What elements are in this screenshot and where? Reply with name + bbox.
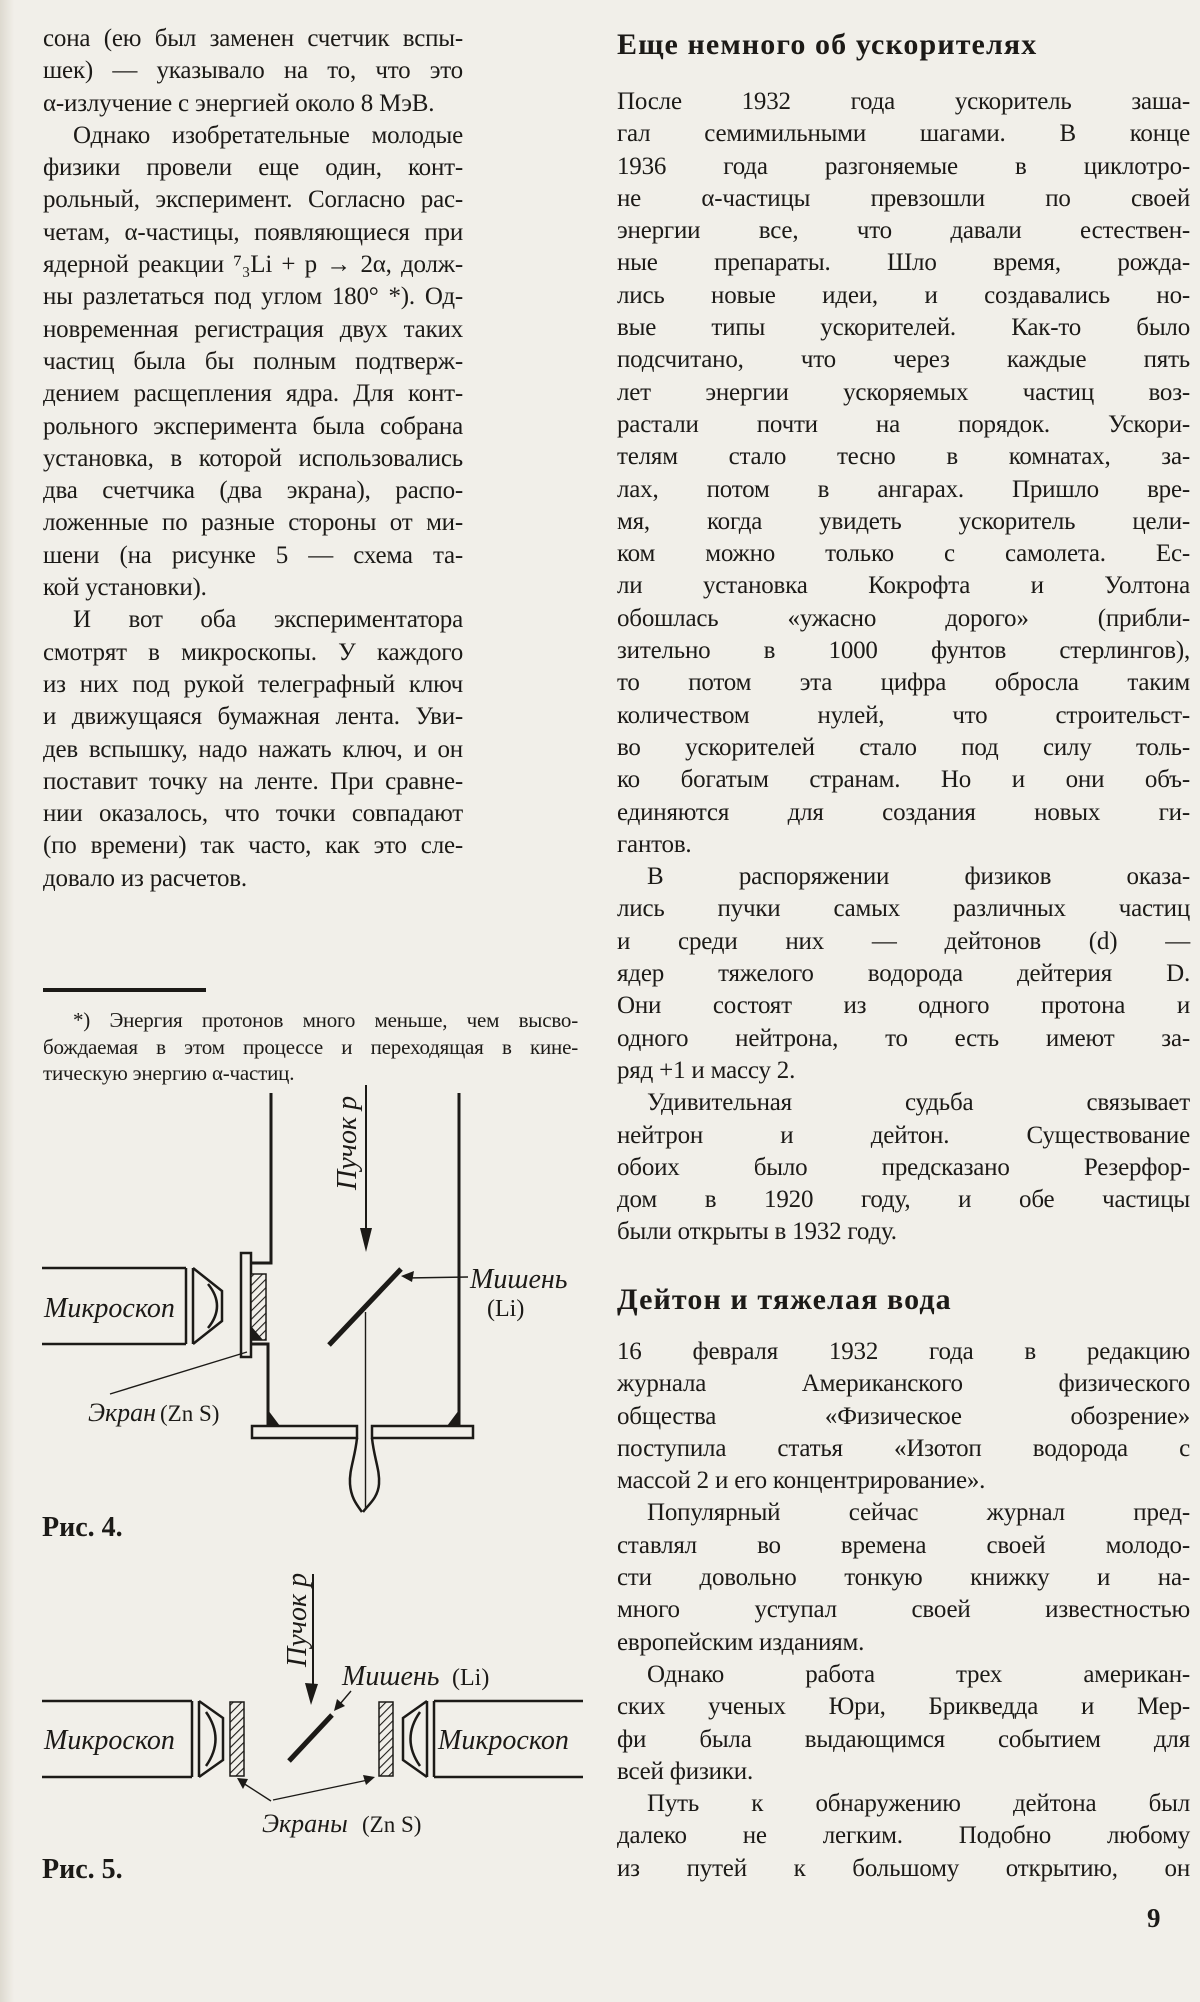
fig4-screen-frame (241, 1253, 251, 1357)
text-line: то потом эта цифра обросла таким (617, 669, 1190, 697)
text-line: зительно в 1000 фунтов стерлингов), (617, 637, 1190, 665)
text-line: из путей к большому открытию, он (617, 1854, 1190, 1882)
figure-4 (0, 1080, 600, 1545)
text-line: ложенные по разные стороны от ми- (43, 509, 463, 537)
text-line: ских ученых Юри, Брикведда и Мер- (617, 1693, 1190, 1721)
text-line: смотрят в микроскопы. У каждого (43, 638, 463, 666)
text-line: Однако изобретательные молодые (73, 121, 463, 149)
text-line: Путь к обнаружению дейтона был (647, 1790, 1190, 1818)
fig4-tube-left-wall (252, 1093, 271, 1263)
text-line: ком можно только с самолета. Ес- (617, 540, 1190, 568)
fig4-beam-arrowhead (360, 1228, 372, 1252)
text-line: далеко не легким. Подобно любому (617, 1822, 1190, 1850)
fig5-screens-material-label: (Zn S) (362, 1812, 422, 1837)
text-line: тическую энергию α-частиц. (43, 1061, 295, 1085)
text-line: довало из расчетов. (43, 864, 247, 892)
text-line: сти довольно тонкую книжку и на- (617, 1564, 1190, 1592)
fig5-target-material-label: (Li) (452, 1665, 490, 1691)
fig4-target-label: Мишень (470, 1264, 568, 1295)
text-line: обоих было предсказано Резерфор- (617, 1153, 1190, 1181)
fig5-microscope-right-label: Микроскоп (438, 1725, 569, 1756)
text-line: количеством нулей, что строительст- (617, 701, 1190, 729)
fig4-funnel-left (350, 1438, 362, 1512)
text-line: телям стало тесно в комнатах, за- (617, 443, 1190, 471)
text-line: (по времени) так часто, как это сле- (43, 832, 463, 860)
text-line: физики провели еще один, конт- (43, 154, 463, 182)
fig4-target-pointer-arrowhead (401, 1271, 414, 1282)
fig4-fillet-left (268, 1410, 280, 1426)
text-line: обошлась «ужасно дорого» (прибли- (617, 604, 1190, 632)
right-column (617, 0, 1190, 2002)
fig4-screen-material-label: (Zn S) (160, 1401, 220, 1426)
text-line: В распоряжении физиков оказа- (647, 863, 1190, 891)
text-line: 1936 года разгоняемые в циклотро- (617, 152, 1190, 180)
text-line: После 1932 года ускоритель заша- (617, 88, 1190, 115)
fig5-screens-pointer-left-arrowhead (237, 1778, 248, 1789)
text-line: Популярный сейчас журнал пред- (647, 1499, 1190, 1527)
fig5-beam-arrowhead (305, 1683, 318, 1705)
text-line: ко богатым странам. Но и они объ- (617, 766, 1190, 794)
text-line: массой 2 и его концентрирование». (617, 1467, 986, 1495)
fig4-tube-left-wall-lower (252, 1344, 268, 1426)
text-line: журнала Американского физического (617, 1370, 1190, 1398)
fig4-beam-label: Пучок p (332, 1095, 363, 1190)
text-line: рольного эксперимента была собрана (43, 412, 463, 440)
text-line: подсчитано, что через каждые пять (617, 346, 1190, 374)
text-line: лах, потом в ангарах. Пришло вре- (617, 475, 1190, 503)
text-line: Удивительная судьба связывает (647, 1089, 1190, 1117)
text-line: нейтрон и дейтон. Существование (617, 1121, 1190, 1149)
text-line: гал семимильными шагами. В конце (617, 120, 1190, 148)
text-line: *) Энергия протонов много меньше, чем высво- (73, 1008, 578, 1032)
text-line: фи была выдающимся событием для (617, 1725, 1190, 1753)
page-number: 9 (1147, 1903, 1161, 1933)
fig4-screen-pointer (110, 1352, 247, 1394)
fig5-screen-right (379, 1702, 393, 1776)
text-line: лись пучки самых различных частиц (617, 895, 1190, 923)
fig4-microscope-label: Микроскоп (44, 1293, 175, 1324)
fig4-fillet-right (447, 1410, 459, 1426)
text-line: два счетчика (два экрана), распо- (43, 477, 463, 505)
text-line: мя, когда увидеть ускоритель цели- (617, 507, 1190, 535)
text-line: четам, α-частицы, появляющиеся при (43, 218, 463, 246)
text-line: шек) — указывало на то, что это (43, 57, 463, 85)
fig5-target (289, 1715, 332, 1761)
fig5-microscope-left-cone (199, 1701, 223, 1777)
footnote-rule (43, 988, 206, 992)
text-line: дением расщепления ядра. Для конт- (43, 380, 463, 408)
fig5-screens-pointer-right (273, 1780, 368, 1800)
text-line: ли установка Кокрофта и Уолтона (617, 572, 1190, 600)
section-heading-accelerators: Еще немного об ускорителях (617, 28, 1038, 61)
fig4-target-pointer (406, 1277, 468, 1278)
text-line: дом в 1920 году, и обе частицы (617, 1186, 1190, 1214)
text-line: гантов. (617, 830, 692, 858)
text-line: установка, в которой использовались (43, 444, 463, 472)
fig5-microscope-left-lens (206, 1712, 216, 1766)
text-line: нии оказалось, что точки совпадают (43, 800, 463, 828)
text-line: ядер тяжелого водорода дейтерия D. (617, 960, 1190, 988)
fig5-beam-label: Пучок p (282, 1572, 313, 1667)
fig5-screens-pointer-left (243, 1783, 271, 1801)
fig4-microscope-lens (208, 1284, 217, 1328)
fig4-caption: Рис. 4. (42, 1512, 123, 1543)
text-line: во ускорителей стало под силу толь- (617, 733, 1190, 761)
text-line: энергии все, что давали естествен- (617, 217, 1190, 245)
text-line: α-излучение с энергией около 8 МэВ. (43, 89, 435, 117)
text-line: лись новые идеи, и создавались но- (617, 281, 1190, 309)
text-line: не α-частицы превзошли по своей (617, 184, 1190, 212)
right-column-text-1 (617, 86, 1190, 1249)
text-line: сона (ею был заменен счетчик вспы- (43, 25, 463, 52)
text-line: и среди них — дейтонов (d) — (617, 927, 1190, 955)
text-line: из них под рукой телеграфный ключ (43, 670, 463, 698)
text-line: шени (на рисунке 5 — схема та- (43, 541, 463, 569)
fig5-screens-label: Экраны (262, 1809, 348, 1838)
fig5-target-pointer (340, 1691, 351, 1704)
text-line: вые типы ускорителей. Как-то было (617, 314, 1190, 342)
footnote (43, 1007, 578, 1087)
text-line: Они состоят из одного протона и (617, 992, 1190, 1020)
fig5-microscope-right-cone (403, 1701, 427, 1777)
text-line: единяются для создания новых ги- (617, 798, 1190, 826)
fig4-target-material-label: (Li) (487, 1296, 525, 1322)
text-line: ные препараты. Шло время, рожда- (617, 249, 1190, 277)
text-line: растали почти на порядок. Ускори- (617, 410, 1190, 438)
left-column-text (43, 23, 463, 895)
text-line: общества «Физическое обозрение» (617, 1402, 1190, 1430)
right-column-text-2 (617, 1336, 1190, 1885)
text-line: ны разлетаться под углом 180° *). Од- (43, 283, 463, 311)
text-line: и движущаяся бумажная лента. Уви- (43, 703, 463, 731)
text-line: лет энергии ускоряемых частиц воз- (617, 378, 1190, 406)
text-line: поступила статья «Изотоп водорода с (617, 1434, 1190, 1462)
text-line: новременная регистрация двух таких (43, 315, 463, 343)
fig4-flange-left (252, 1426, 357, 1438)
fig5-target-label: Мишень (342, 1661, 440, 1692)
text-line: рольный, эксперимент. Согласно рас- (43, 186, 463, 214)
fig5-caption: Рис. 5. (42, 1854, 123, 1885)
text-line: поставит точку на ленте. При сравне- (43, 767, 463, 795)
text-line: много уступал своей известностью (617, 1596, 1190, 1624)
text-line: ядерной реакции ⁷₃Li + p → 2α, долж- (43, 251, 463, 279)
figure-5 (0, 1560, 600, 1900)
text-line: европейским изданиям. (617, 1628, 865, 1656)
fig5-microscope-right-lens (411, 1712, 421, 1766)
text-line: ставлял во времена своей молодо- (617, 1531, 1190, 1559)
text-line: кой установки). (43, 574, 207, 602)
fig4-flange-right (372, 1426, 473, 1438)
text-line: ряд +1 и массу 2. (617, 1056, 796, 1084)
section-heading-deuteron: Дейтон и тяжелая вода (617, 1283, 952, 1316)
text-line: И вот оба экспериментатора (73, 606, 463, 634)
fig5-screen-left (230, 1702, 244, 1776)
fig5-microscope-left-label: Микроскоп (44, 1725, 175, 1756)
text-line: дев вспышку, надо нажать ключ, и он (43, 735, 463, 763)
fig4-screen-label: Экран (88, 1398, 157, 1427)
fig5-screens-pointer-right-arrowhead (363, 1775, 375, 1785)
text-line: частиц была бы полным подтверж- (43, 347, 463, 375)
text-line: одного нейтрона, то есть имеют за- (617, 1024, 1190, 1052)
text-line: всей физики. (617, 1757, 753, 1785)
text-line: Однако работа трех американ- (647, 1660, 1190, 1688)
text-line: бождаемая в этом процессе и переходящая в кине- (43, 1034, 578, 1059)
text-line: 16 февраля 1932 года в редакцию (617, 1338, 1190, 1365)
text-line: были открыты в 1932 году. (617, 1218, 897, 1246)
